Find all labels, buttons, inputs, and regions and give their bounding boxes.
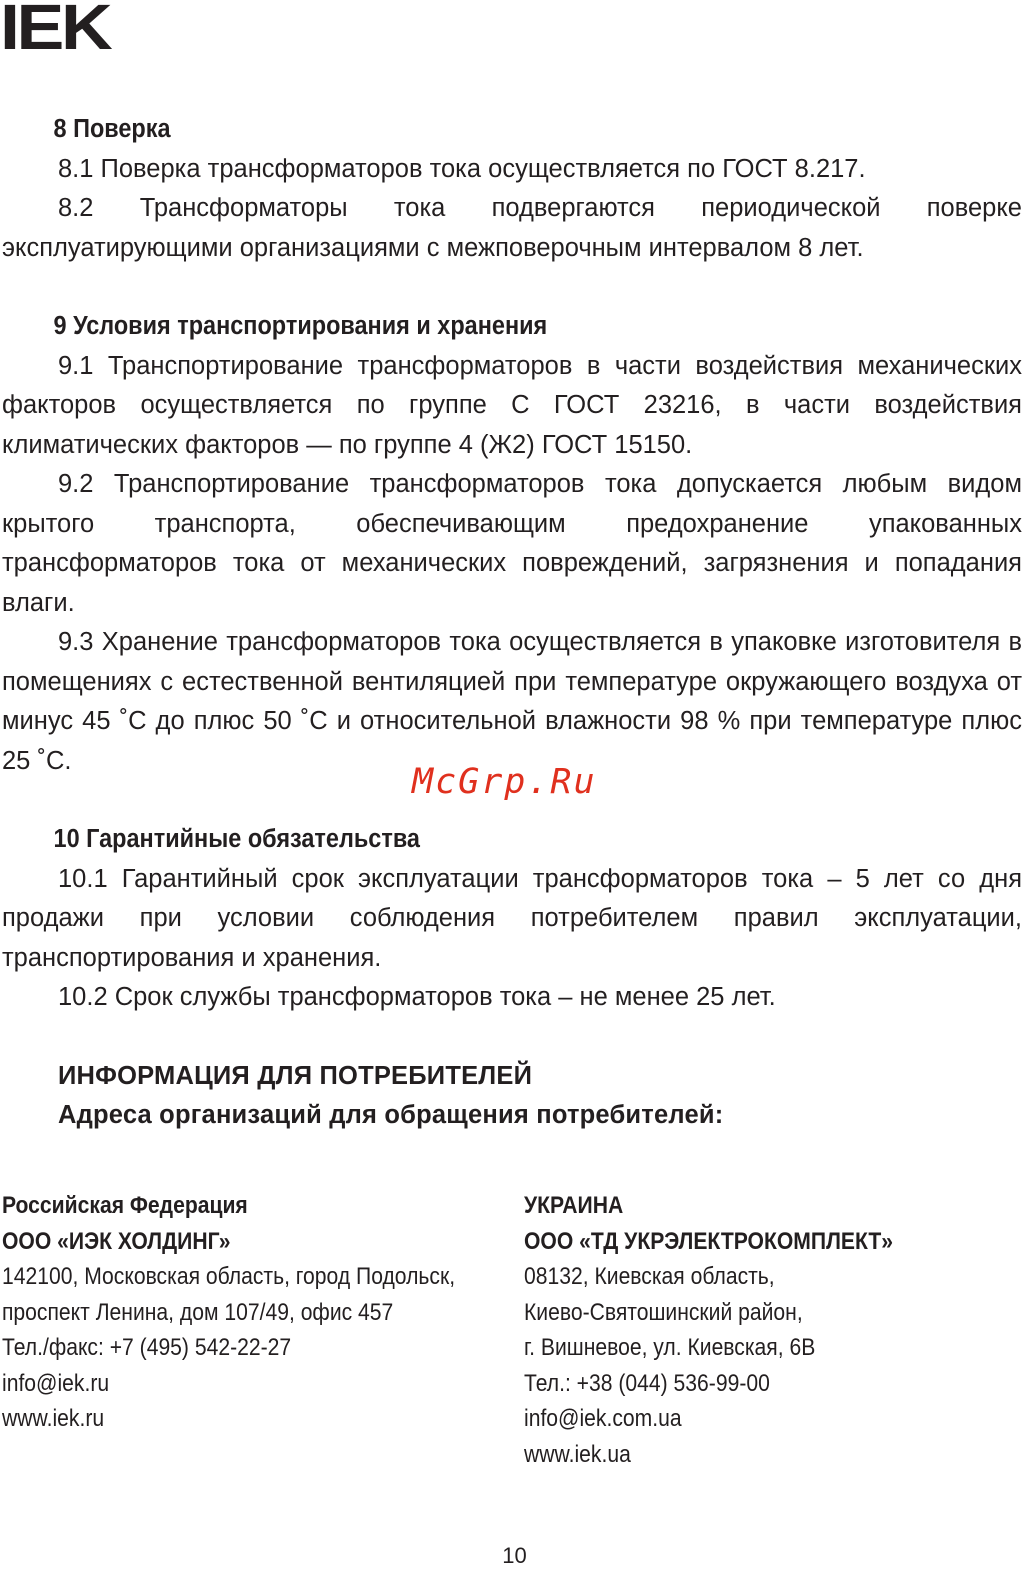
address-line: г. Вишневое, ул. Киевская, 6В — [524, 1334, 816, 1361]
section-heading: 8 Поверка — [53, 115, 171, 143]
section-verification — [2, 110, 1022, 268]
paragraph: 10.2 Срок службы трансформаторов тока – не менее 25 лет. — [58, 983, 776, 1011]
contact-russia — [2, 1188, 455, 1437]
watermark: McGrp.Ru — [412, 762, 597, 802]
address-line: проспект Ленина, дом 107/49, офис 457 — [2, 1298, 394, 1326]
email-link[interactable]: info@iek.com.ua — [524, 1405, 682, 1432]
paragraph: 9.1 Транспортирование трансформаторов в части воздействия механических факторов осуществляется по группе С ГОСТ 23216, в части воздействия климатических факторов — по группе 4 (Ж2) ГОСТ 15150. — [2, 351, 1022, 459]
company-name: ООО «ТД УКРЭЛЕКТРОКОМПЛЕКТ» — [524, 1227, 894, 1255]
section-warranty — [2, 820, 1022, 1018]
company-name: ООО «ИЭК ХОЛДИНГ» — [2, 1227, 231, 1255]
address-line: 08132, Киевская область, — [524, 1263, 775, 1290]
paragraph: 8.1 Поверка трансформаторов тока осуществляется по ГОСТ 8.217. — [58, 154, 866, 183]
paragraph: 8.2 Трансформаторы тока подвергаются периодической поверке эксплуатирующими организациями с межповерочным интервалом 8 лет. — [2, 194, 1022, 262]
iek-logo: IEK — [0, 0, 110, 63]
paragraph: 9.2 Транспортирование трансформаторов тока допускается любым видом крытого транспорта, обеспечивающим предохранение упакованных трансформаторов тока от механических повреждений, загрязнения и попадания влаги. — [2, 470, 1022, 617]
website-link[interactable]: www.iek.ua — [524, 1440, 631, 1468]
country-name: Российская Федерация — [2, 1192, 248, 1219]
section-transport-storage — [2, 307, 1022, 781]
address-line: Киево-Святошинский район, — [524, 1298, 803, 1326]
section-heading: 10 Гарантийные обязательства — [53, 825, 420, 853]
document-body — [2, 110, 1022, 1135]
email-link[interactable]: info@iek.ru — [2, 1369, 110, 1397]
address-line: 142100, Московская область, город Подольск, — [2, 1263, 456, 1290]
country-name: УКРАИНА — [524, 1192, 624, 1219]
info-title: ИНФОРМАЦИЯ ДЛЯ ПОТРЕБИТЕЛЕЙ — [58, 1061, 533, 1090]
website-link[interactable]: www.iek.ru — [2, 1405, 105, 1432]
contact-ukraine — [524, 1188, 893, 1472]
page-number: 10 — [502, 1543, 527, 1568]
info-subtitle: Адреса организаций для обращения потребителей: — [58, 1100, 724, 1129]
paragraph: 10.1 Гарантийный срок эксплуатации трансформаторов тока – 5 лет со дня продажи при условии соблюдения потребителем правил эксплуатации, транспортирования и хранения. — [2, 864, 1022, 972]
paragraph: 9.3 Хранение трансформаторов тока осуществляется в упаковке изготовителя в помещениях с естественной вентиляцией при температуре окружающего воздуха от минус 45 ˚С до плюс 50 ˚С и относительной влажности 98 % при температуре плюс 25 ˚С. — [2, 628, 1022, 775]
phone-line: Тел.: +38 (044) 536-99-00 — [524, 1369, 770, 1397]
section-heading: 9 Условия транспортирования и хранения — [53, 312, 548, 340]
phone-line: Тел./факс: +7 (495) 542-22-27 — [2, 1334, 292, 1361]
